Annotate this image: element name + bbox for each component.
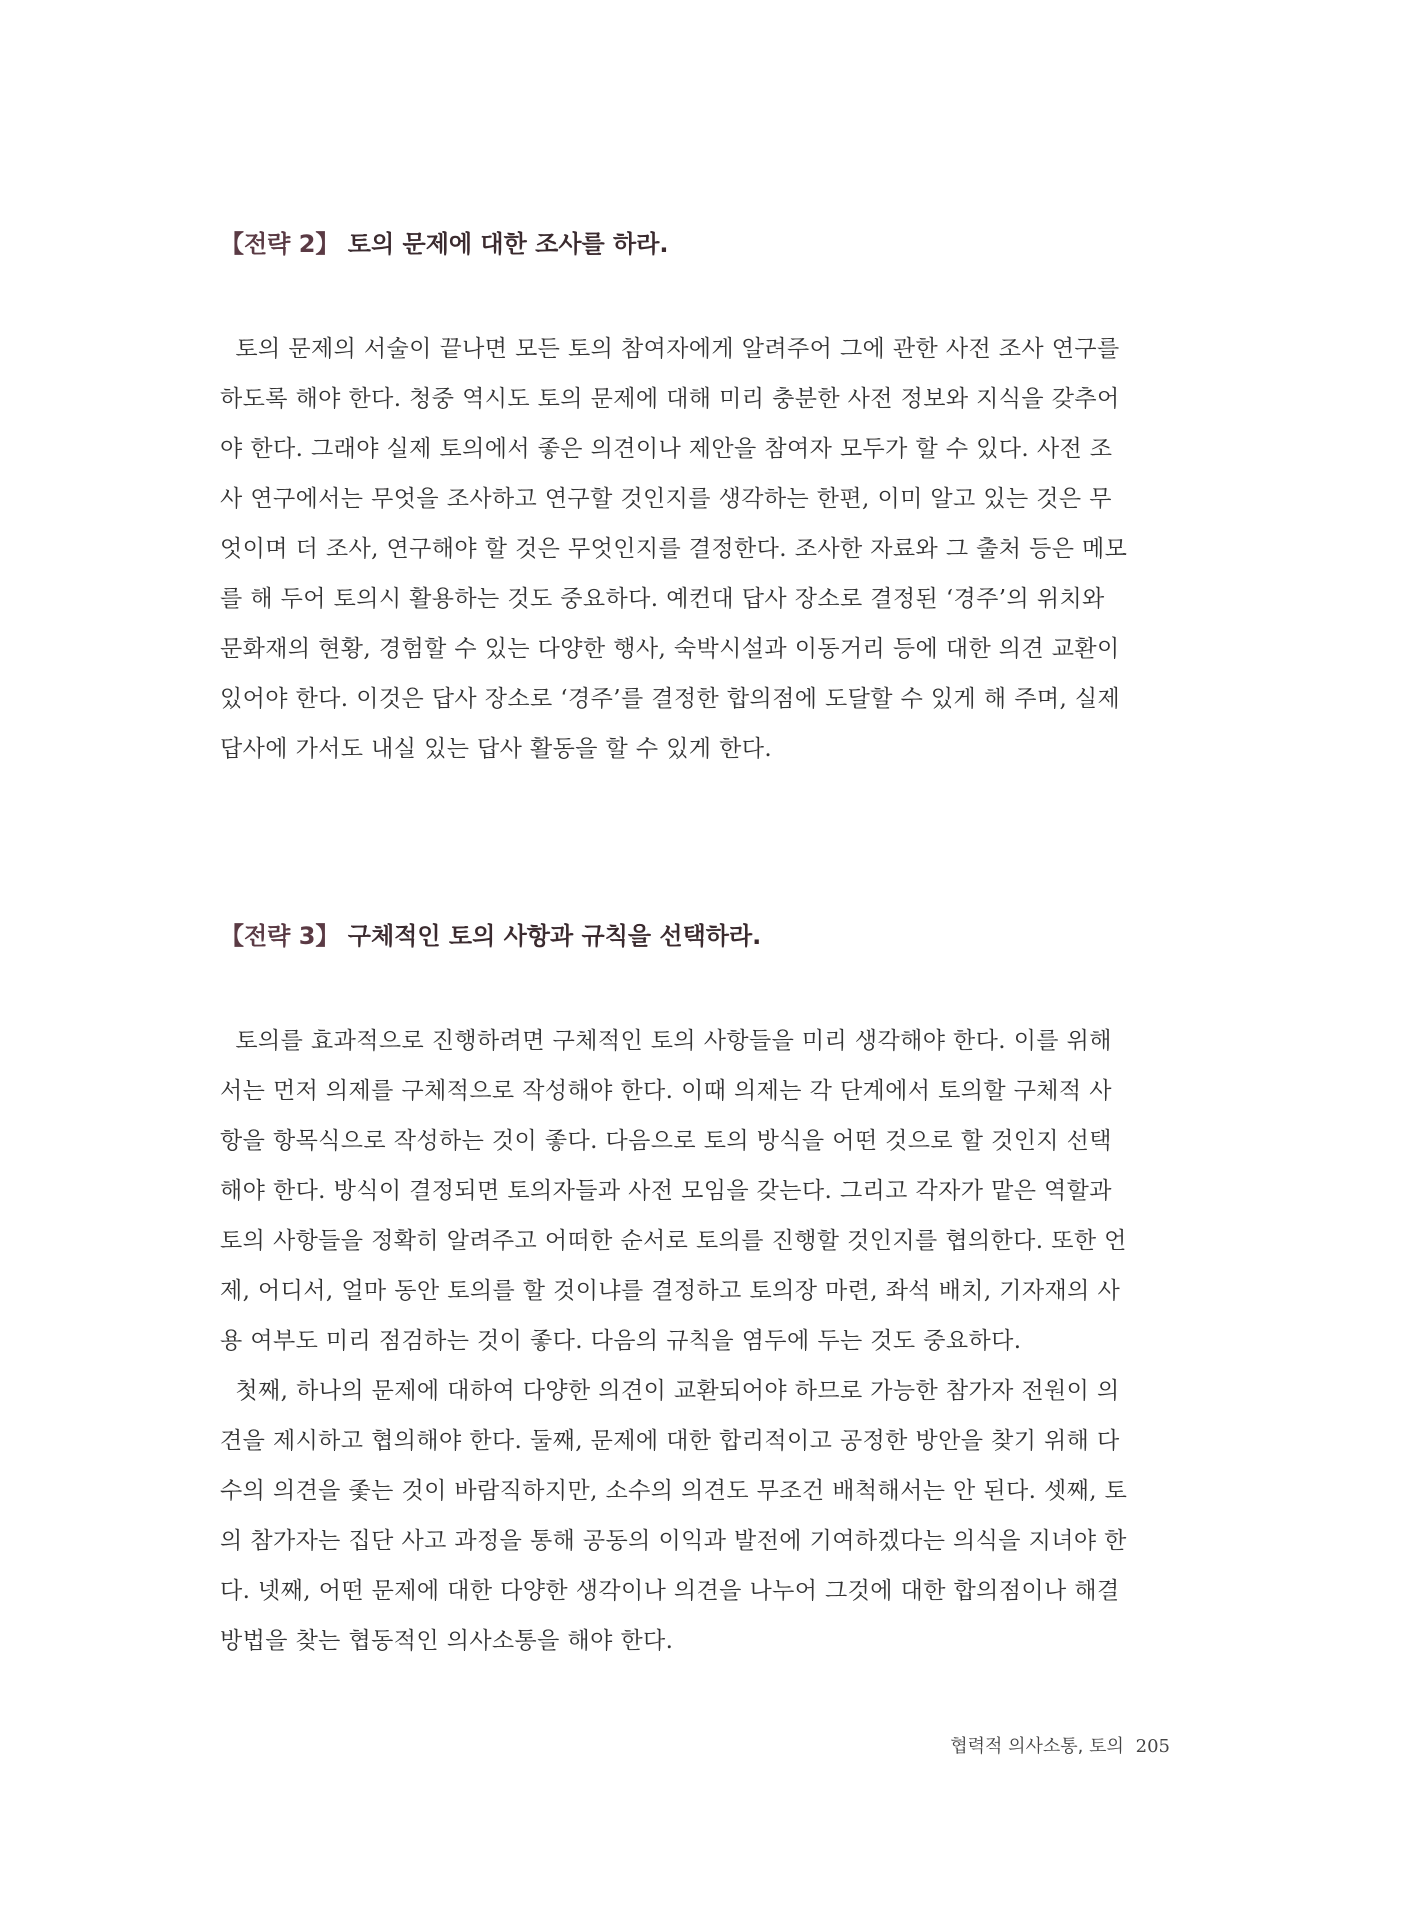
section-heading — [220, 228, 1172, 260]
text-line: 제, 어디서, 얼마 동안 토의를 할 것이냐를 결정하고 토의장 마련, 좌석 배치, 기자재의 사 — [220, 1278, 1121, 1304]
section-strategy-2 — [220, 228, 1172, 260]
section-heading — [220, 920, 1172, 952]
text-line: 토의 사항들을 정확히 알려주고 어떠한 순서로 토의를 진행할 것인지를 협의한다. 또한 언 — [220, 1228, 1127, 1254]
text-line: 사 연구에서는 무엇을 조사하고 연구할 것인지를 생각하는 한편, 이미 알고 있는 것은 무 — [220, 486, 1112, 512]
text-line: 토의 문제의 서술이 끝나면 모든 토의 참여자에게 알려주어 그에 관한 사전 조사 연구를 — [220, 336, 1120, 362]
text-line: 방법을 찾는 협동적인 의사소통을 해야 한다. — [220, 1628, 674, 1654]
text-line: 항을 항목식으로 작성하는 것이 좋다. 다음으로 토의 방식을 어떤 것으로 할 것인지 선택 — [220, 1128, 1112, 1154]
text-line: 엇이며 더 조사, 연구해야 할 것은 무엇인지를 결정한다. 조사한 자료와 그 출처 등은 메모 — [220, 536, 1128, 562]
heading-tag: 【전략 2】 — [220, 230, 340, 258]
text-line: 있어야 한다. 이것은 답사 장소로 ‘경주’를 결정한 합의점에 도달할 수 있게 해 주며, 실제 — [220, 686, 1121, 712]
text-line: 다. 넷째, 어떤 문제에 대한 다양한 생각이나 의견을 나누어 그것에 대한 합의점이나 해결 — [220, 1578, 1120, 1604]
text-line: 하도록 해야 한다. 청중 역시도 토의 문제에 대해 미리 충분한 사전 정보와 지식을 갖추어 — [220, 386, 1120, 412]
text-line: 서는 먼저 의제를 구체적으로 작성해야 한다. 이때 의제는 각 단계에서 토의할 구체적 사 — [220, 1078, 1112, 1104]
text-line: 첫째, 하나의 문제에 대하여 다양한 의견이 교환되어야 하므로 가능한 참가자 전원이 의 — [220, 1378, 1120, 1404]
text-line: 의 참가자는 집단 사고 과정을 통해 공동의 이익과 발전에 기여하겠다는 의식을 지녀야 한 — [220, 1528, 1127, 1554]
text-line: 용 여부도 미리 점검하는 것이 좋다. 다음의 규칙을 염두에 두는 것도 중요하다. — [220, 1328, 1022, 1354]
running-title: 협력적 의사소통, 토의 — [950, 1736, 1124, 1757]
heading-title: 구체적인 토의 사항과 규칙을 선택하라. — [347, 922, 762, 950]
text-line: 답사에 가서도 내실 있는 답사 활동을 할 수 있게 한다. — [220, 736, 773, 762]
text-line: 문화재의 현황, 경험할 수 있는 다양한 행사, 숙박시설과 이동거리 등에 대한 의견 교환이 — [220, 636, 1120, 662]
paragraph — [220, 324, 1172, 774]
section-strategy-3 — [220, 920, 1172, 952]
page-number: 205 — [1135, 1736, 1170, 1757]
text-line: 야 한다. 그래야 실제 토의에서 좋은 의견이나 제안을 참여자 모두가 할 수 있다. 사전 조 — [220, 436, 1113, 462]
page-footer — [950, 1732, 1170, 1758]
section-strategy-2-body — [220, 324, 1172, 774]
section-strategy-3-body — [220, 1016, 1172, 1666]
text-line: 토의를 효과적으로 진행하려면 구체적인 토의 사항들을 미리 생각해야 한다. 이를 위해 — [220, 1028, 1112, 1054]
text-line: 수의 의견을 좇는 것이 바람직하지만, 소수의 의견도 무조건 배척해서는 안 된다. 셋째, 토 — [220, 1478, 1128, 1504]
text-line: 해야 한다. 방식이 결정되면 토의자들과 사전 모임을 갖는다. 그리고 각자가 맡은 역할과 — [220, 1178, 1112, 1204]
text-line: 를 해 두어 토의시 활용하는 것도 중요하다. 예컨대 답사 장소로 결정된 ‘경주’의 위치와 — [220, 586, 1105, 612]
heading-tag: 【전략 3】 — [220, 922, 340, 950]
heading-title: 토의 문제에 대한 조사를 하라. — [347, 230, 669, 258]
paragraph — [220, 1366, 1172, 1666]
text-line: 견을 제시하고 협의해야 한다. 둘째, 문제에 대한 합리적이고 공정한 방안을 찾기 위해 다 — [220, 1428, 1120, 1454]
paragraph — [220, 1016, 1172, 1366]
